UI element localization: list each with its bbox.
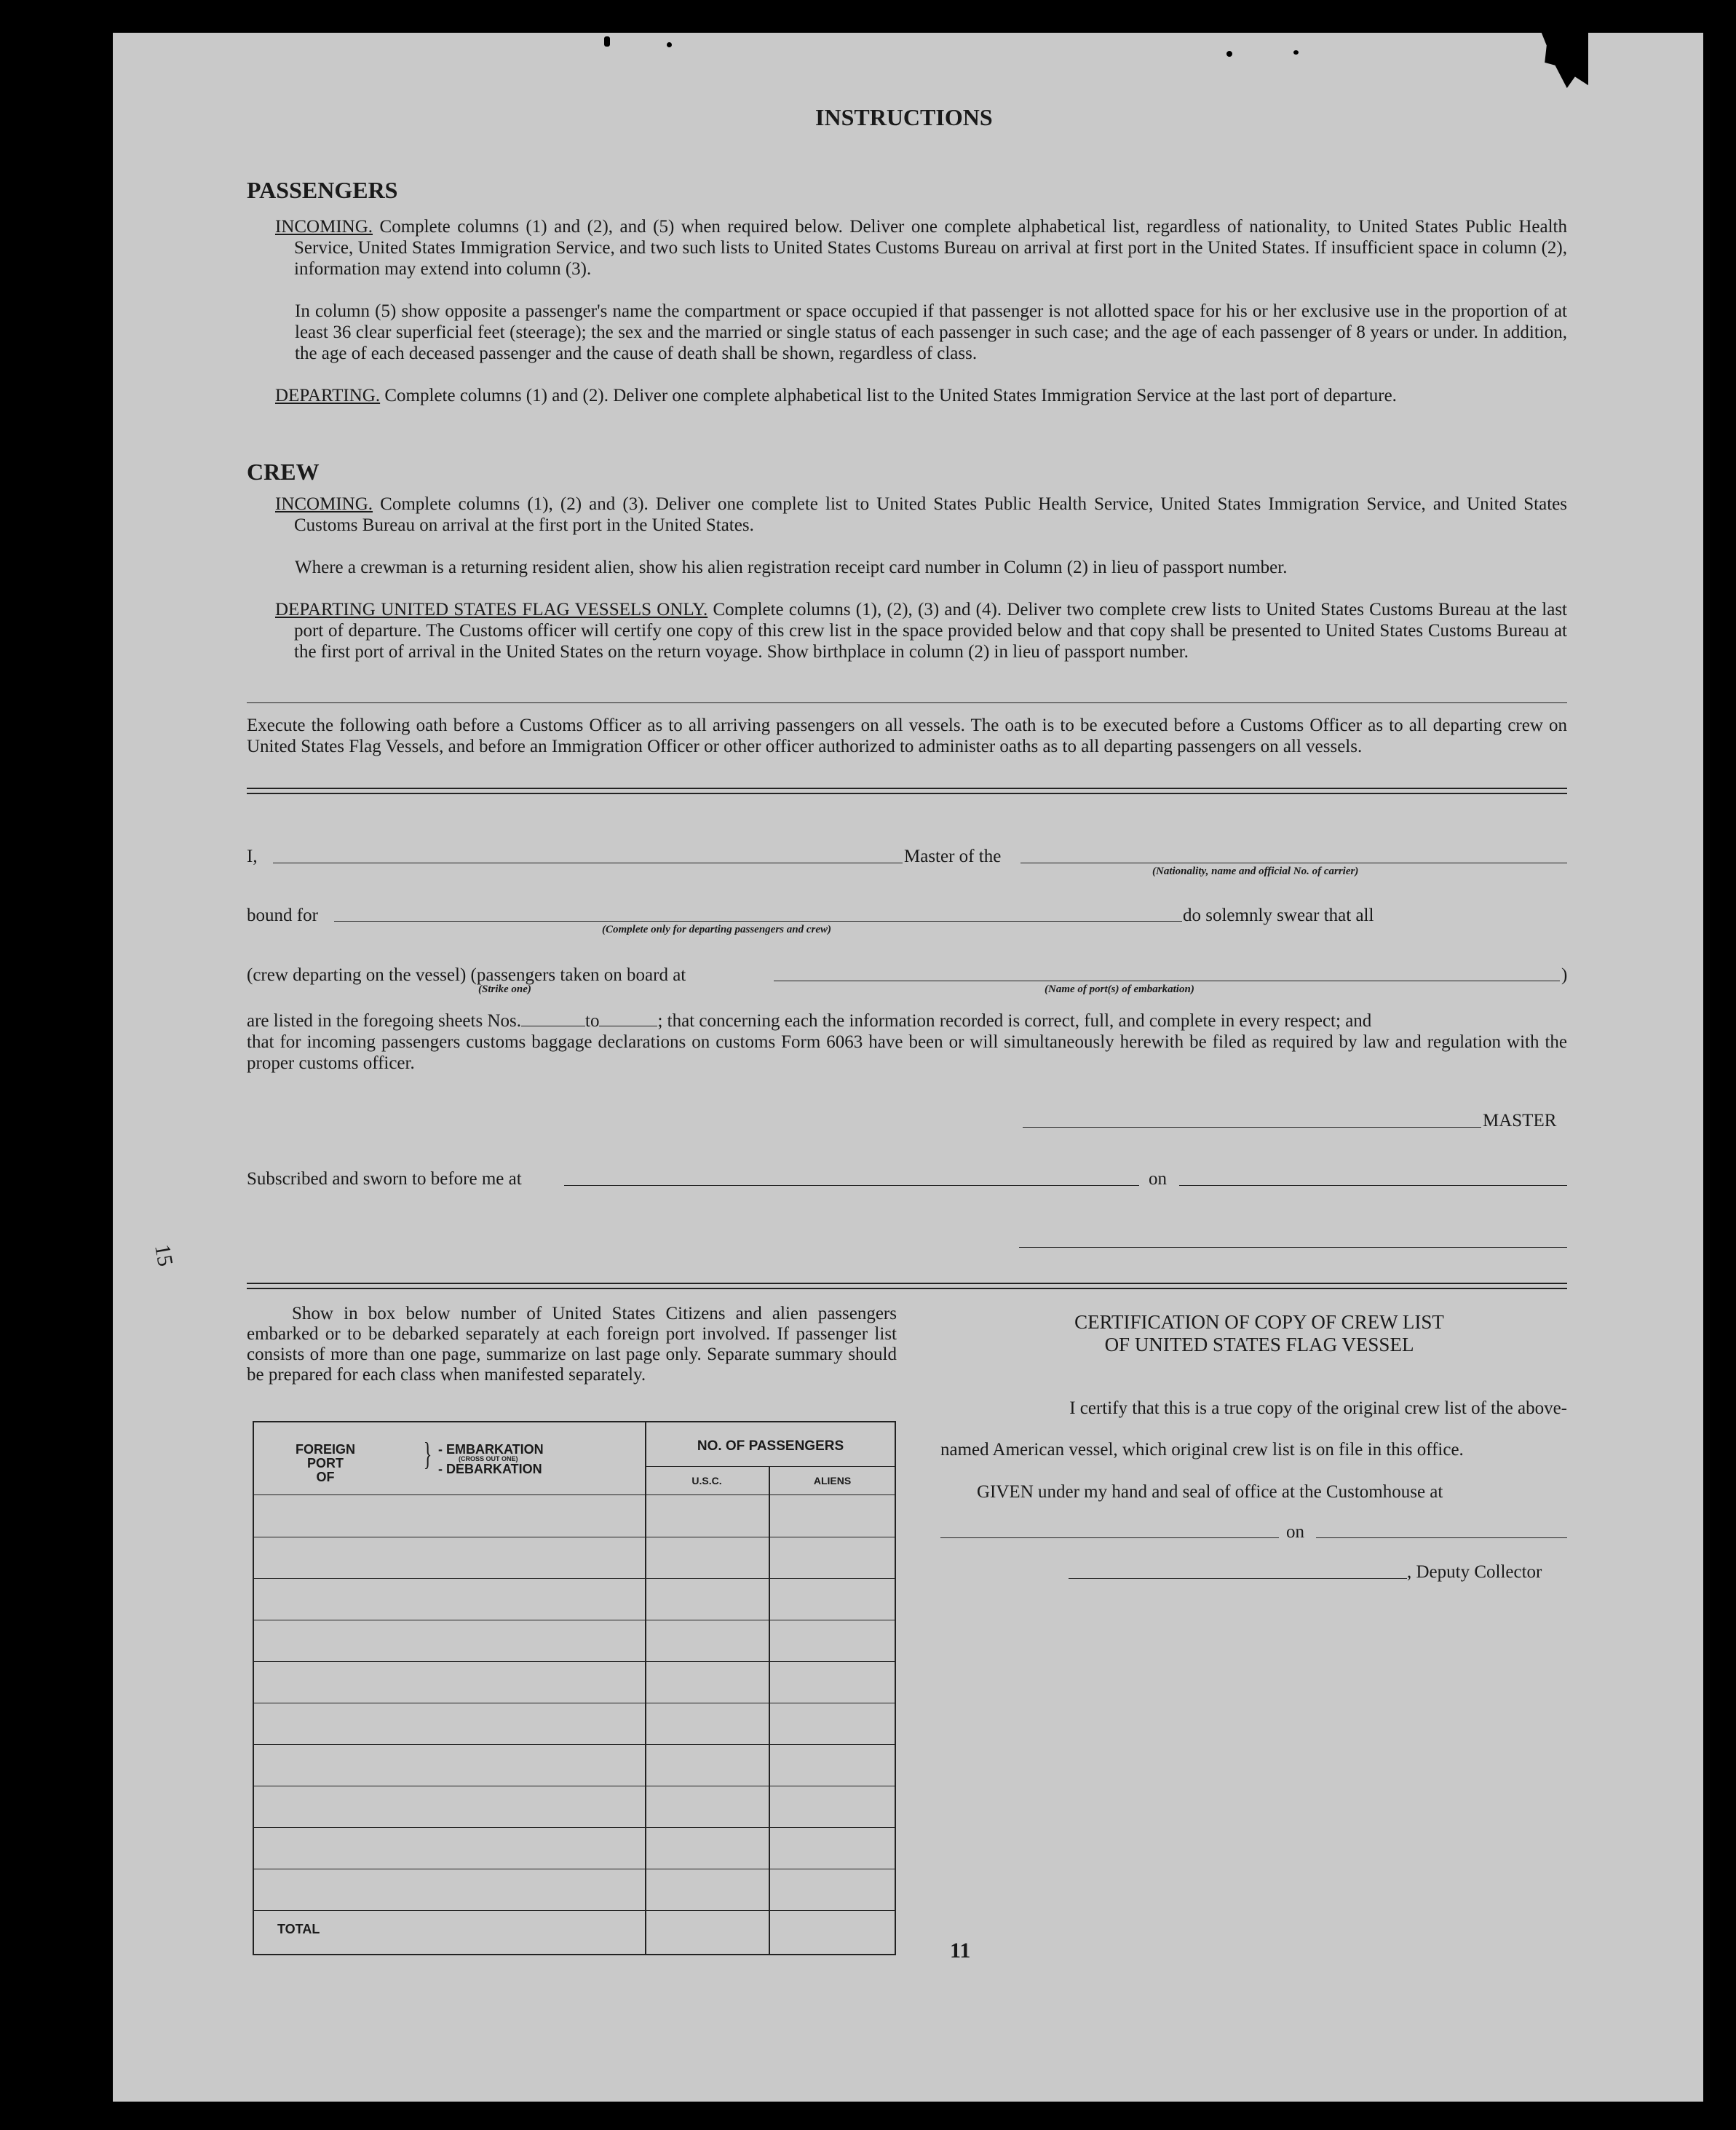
table-header-bottom bbox=[254, 1494, 895, 1495]
listed-sheets-line bbox=[247, 1010, 1371, 1032]
certification-title-line2: OF UNITED STATES FLAG VESSEL bbox=[1104, 1334, 1414, 1355]
listed-continuation: ; that concerning each the information recorded is correct, full, and complete in every respect; and bbox=[657, 1011, 1372, 1031]
solemnly-swear-label: do solemnly swear that all bbox=[1183, 906, 1374, 925]
section-divider bbox=[247, 702, 1567, 703]
sworn-place-line[interactable] bbox=[564, 1185, 1139, 1186]
certify-line-2: named American vessel, which original crew list is on file in this office. bbox=[940, 1440, 1464, 1460]
table-divider-usc bbox=[769, 1466, 770, 1954]
closing-paren: ) bbox=[1561, 965, 1568, 985]
cross-out-label: (CROSS OUT ONE) bbox=[459, 1455, 518, 1462]
oath-intro-paragraph: Execute the following oath before a Customs Officer as to all arriving passengers on all vessels. The oath is to be executed before a Customs Officer as to all departing crew on United States Flag Vessels, and before an Immigration Officer or other officer authorized to administer oaths as to all departing passengers on all vessels. bbox=[247, 716, 1567, 756]
bound-for-label: bound for bbox=[247, 906, 318, 925]
margin-handwritten-mark: 15 bbox=[150, 1242, 178, 1269]
crew-departing-label: DEPARTING UNITED STATES FLAG VESSELS ONLY. bbox=[275, 600, 708, 619]
listed-to-label: to bbox=[585, 1011, 600, 1031]
paper-speck bbox=[1293, 50, 1299, 55]
usc-header: U.S.C. bbox=[691, 1475, 722, 1486]
officer-signature-line[interactable] bbox=[1019, 1247, 1567, 1248]
brace-icon: } bbox=[423, 1436, 432, 1472]
crew-heading: CREW bbox=[247, 459, 320, 485]
table-row bbox=[254, 1910, 895, 1911]
page-mark: 11 bbox=[950, 1939, 971, 1963]
table-header-split bbox=[645, 1466, 895, 1467]
passengers-incoming-paragraph bbox=[275, 216, 1567, 280]
bound-for-line[interactable] bbox=[334, 921, 1182, 922]
embarkation-label: - EMBARKATION bbox=[438, 1442, 544, 1457]
debarkation-label: - DEBARKATION bbox=[438, 1462, 542, 1476]
foreign-port-header bbox=[282, 1443, 369, 1484]
certification-title bbox=[961, 1311, 1558, 1356]
total-label: TOTAL bbox=[277, 1922, 320, 1936]
oath-i-label: I, bbox=[247, 847, 258, 866]
crew-resident-paragraph: Where a crewman is a returning resident alien, show his alien registration receipt card number in Column (2) in lieu of passport number. bbox=[295, 558, 1288, 577]
table-row bbox=[254, 1661, 895, 1662]
master-signature-line[interactable] bbox=[1023, 1127, 1481, 1128]
double-rule bbox=[247, 788, 1567, 794]
passengers-incoming-label: INCOMING. bbox=[275, 217, 373, 237]
deputy-signature-line[interactable] bbox=[1069, 1578, 1407, 1579]
given-line: GIVEN under my hand and seal of office at the Customhouse at bbox=[977, 1482, 1443, 1502]
embarkation-header bbox=[438, 1443, 544, 1476]
document-page bbox=[113, 33, 1703, 2102]
aliens-header: ALIENS bbox=[813, 1475, 852, 1486]
subscribed-label: Subscribed and sworn to before me at bbox=[247, 1169, 522, 1189]
customhouse-line[interactable] bbox=[940, 1537, 1279, 1538]
strike-one-caption: (Strike one) bbox=[478, 983, 531, 995]
master-of-the-label: Master of the bbox=[904, 847, 1002, 866]
crew-passengers-label: (crew departing on the vessel) (passengers taken on board at bbox=[247, 965, 686, 985]
certify-line-1: I certify that this is a true copy of the original crew list of the above- bbox=[1069, 1398, 1567, 1418]
no-passengers-header: NO. OF PASSENGERS bbox=[697, 1438, 844, 1454]
crew-incoming-paragraph bbox=[275, 494, 1567, 536]
paper-speck bbox=[667, 42, 672, 47]
crew-departing-text: Complete columns (1), (2), (3) and (4). Deliver two complete crew lists to United States Customs Bureau at the last port of departure. The Customs officer will certify one copy of this crew list in the space provided below and that copy shall be presented to United States Customs Bureau at the first port of arrival in the United States on the return voyage. Show birthplace in column (2) in lieu of passport number. bbox=[294, 600, 1568, 662]
listed-sheets-label: are listed in the foregoing sheets Nos. bbox=[247, 1011, 521, 1031]
crew-departing-paragraph bbox=[275, 599, 1567, 662]
double-rule-lower bbox=[247, 1283, 1567, 1289]
passengers-departing-text: Complete columns (1) and (2). Deliver one complete alphabetical list to the United States Immigration Service at the last port of departure. bbox=[384, 386, 1397, 405]
torn-corner bbox=[1541, 31, 1588, 88]
master-label: MASTER bbox=[1483, 1111, 1557, 1131]
certification-on-label: on bbox=[1286, 1522, 1304, 1542]
certification-date-line[interactable] bbox=[1316, 1537, 1567, 1538]
crew-incoming-text: Complete columns (1), (2) and (3). Deliver one complete list to United States Public Health Service, United States Immigration Service, and United States Customs Bureau on arrival at the first port in the United States. bbox=[294, 494, 1567, 535]
table-row bbox=[254, 1827, 895, 1828]
table-divider-foreign bbox=[645, 1422, 646, 1954]
page-title: INSTRUCTIONS bbox=[815, 104, 993, 130]
deputy-collector-label: , Deputy Collector bbox=[1407, 1562, 1542, 1582]
certification-title-line1: CERTIFICATION OF COPY OF CREW LIST bbox=[1074, 1311, 1444, 1333]
paper-speck bbox=[1226, 51, 1232, 57]
summary-instructions: Show in box below number of United States Citizens and alien passengers embarked or to be debarked separately at each foreign port involved. If passenger list consists of more than one page, summarize on last page only. Separate summary should be prepared for each class when manifested separately. bbox=[247, 1304, 897, 1385]
table-row bbox=[254, 1578, 895, 1579]
listed-rest-paragraph: that for incoming passengers customs baggage declarations on customs Form 6063 have been or will simultaneously herewith be filed as required by law and regulation with the proper customs officer. bbox=[247, 1032, 1567, 1073]
ports-caption: (Name of port(s) of embarkation) bbox=[1045, 983, 1194, 995]
passengers-column5-paragraph: In column (5) show opposite a passenger's name the compartment or space occupied if that passenger is not allotted space for his or her exclusive use in the proportion of at least 36 clear superficial feet (steerage); the sex and the married or single status of each passenger in such case; and the age of each passenger of 8 years or under. In addition, the age of each deceased passenger and the cause of death shall be shown, regardless of class. bbox=[295, 301, 1567, 363]
passengers-heading: PASSENGERS bbox=[247, 177, 398, 203]
foreign-header-line1: FOREIGN bbox=[295, 1442, 355, 1457]
foreign-header-line3: OF bbox=[316, 1470, 335, 1484]
sworn-date-line[interactable] bbox=[1179, 1185, 1567, 1186]
passengers-departing-label: DEPARTING. bbox=[275, 386, 381, 405]
paper-speck bbox=[604, 36, 610, 47]
passengers-incoming-text: Complete columns (1) and (2), and (5) when required below. Deliver one complete alphabetical list, regardless of nationality, to United States Public Health Service, United States Immigration Service, and two such lists to United States Customs Bureau on arrival at first port in the United States. If insufficient space in column (2), information may extend into column (3). bbox=[294, 217, 1567, 279]
passenger-summary-table bbox=[253, 1421, 896, 1955]
sworn-on-label: on bbox=[1149, 1169, 1167, 1189]
bound-for-caption: (Complete only for departing passengers and crew) bbox=[602, 924, 831, 935]
passengers-departing-paragraph bbox=[275, 385, 1567, 406]
foreign-header-line2: PORT bbox=[306, 1456, 344, 1470]
carrier-caption: (Nationality, name and official No. of carrier) bbox=[1152, 866, 1359, 877]
crew-incoming-label: INCOMING. bbox=[275, 494, 373, 514]
table-row bbox=[254, 1744, 895, 1745]
